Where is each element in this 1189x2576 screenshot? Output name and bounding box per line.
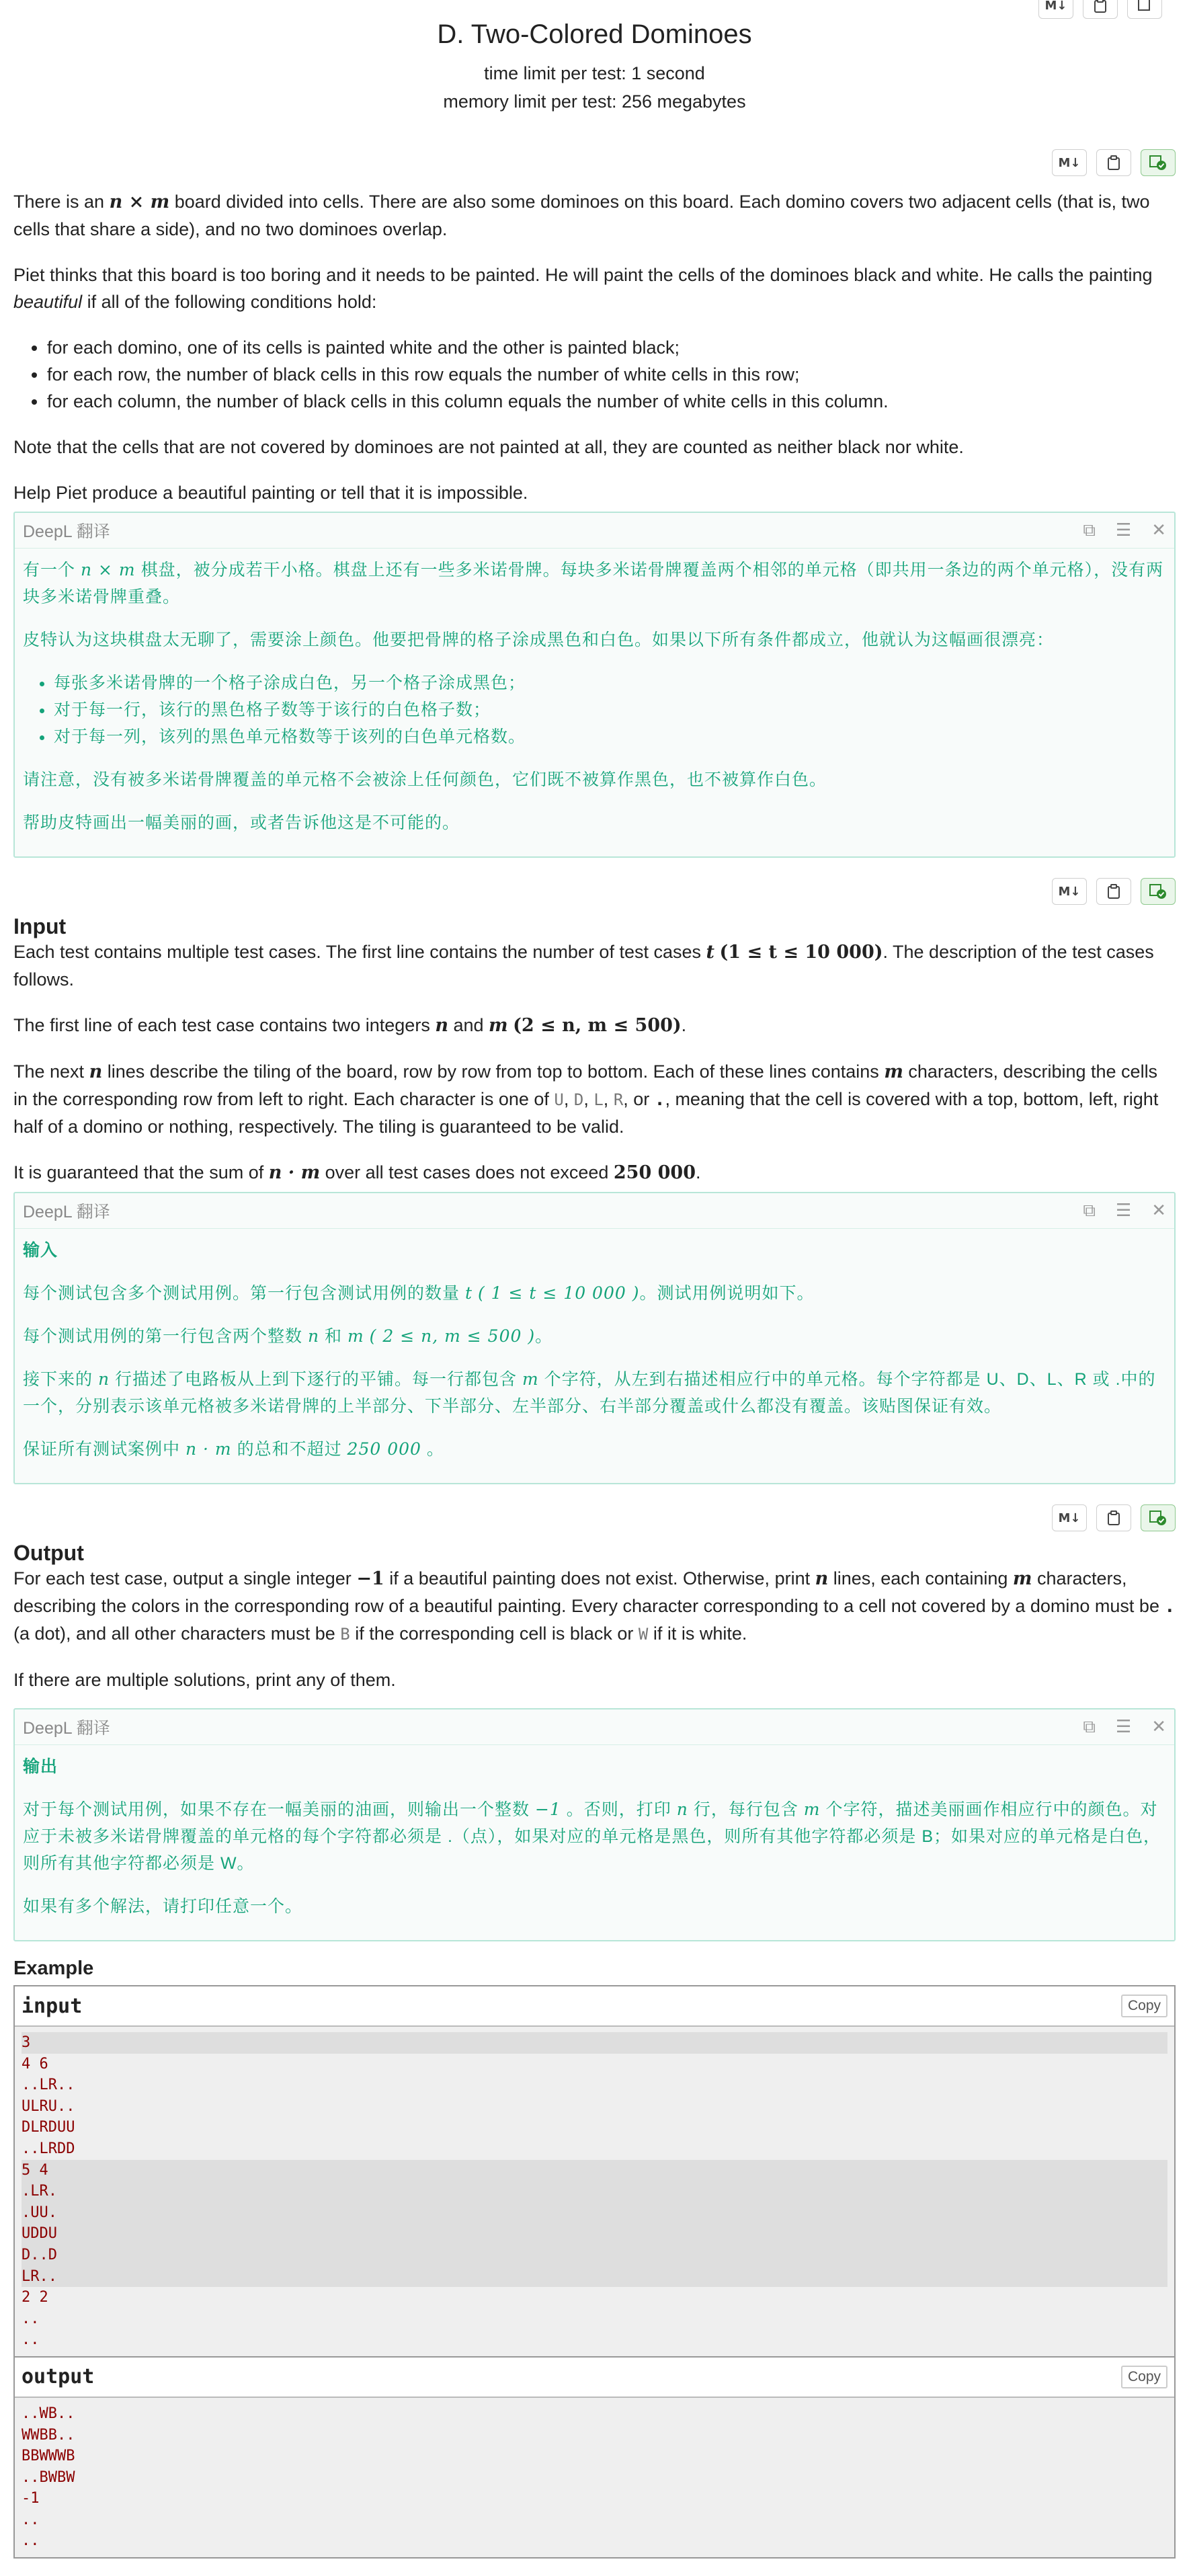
checklist-icon	[1149, 155, 1167, 171]
code-line: 4 6	[22, 2055, 48, 2072]
conditions-list	[13, 334, 1176, 415]
zh-paragraph: 皮特认为这块棋盘太无聊了，需要涂上颜色。他要把骨牌的格子涂成黑色和白色。如果以下所有条件都成立，他就认为这幅画很漂亮：	[23, 631, 1055, 649]
list-item: • for each column, the number of black cells in this column equals the number of white cells in this column.	[47, 388, 1176, 415]
output-toolbar	[13, 1500, 1176, 1535]
output-title: Output	[13, 1541, 84, 1565]
checklist-icon	[1149, 1510, 1167, 1526]
markdown-button[interactable]: M↓	[1038, 0, 1073, 19]
code-line: 2 2	[22, 2289, 48, 2306]
example-box	[13, 1985, 1176, 2559]
memory-limit: memory limit per test: 256 megabytes	[443, 91, 746, 112]
translate-icon	[1137, 0, 1152, 13]
example-output-header	[15, 2358, 1174, 2398]
code-line: BBWWWB	[22, 2448, 75, 2465]
zh-paragraph: 保证所有测试案例中 n · m 的总和不超过 250 000 。	[23, 1439, 444, 1459]
input-paragraph-2: The first line of each test case contains two integers n and m (2 ≤ n, m ≤ 500).	[13, 1015, 687, 1036]
code-line: ..	[22, 2532, 40, 2550]
code-line: WWBB..	[22, 2426, 75, 2444]
zh-conditions-list	[23, 670, 1166, 750]
output-paragraph-1: For each test case, output a single integer −1 if a beautiful painting does not exist. Otherwise, print n lines, each containing m characters, describing the colors in the corresponding row of a beautiful painting. Every character corresponding to a cell not covered by a domino must be . (a dot), and all other characters must be B if the corresponding cell is black or W if it is white.	[13, 1568, 1176, 1644]
input-paragraph-4: It is guaranteed that the sum of n · m over all test cases does not exceed 250 000.	[13, 1162, 701, 1183]
markdown-button[interactable]: M↓	[1052, 1504, 1087, 1531]
code-line: D..D	[22, 2245, 1167, 2266]
code-line: 5 4	[22, 2160, 1167, 2181]
menu-icon[interactable]: ☰	[1115, 1200, 1132, 1220]
statement-paragraph-2: Piet thinks that this board is too boring and it needs to be painted. He will paint the cells of the dominoes black and white. He calls the painting beautiful if all of the following conditions hold:	[13, 265, 1153, 312]
statement-paragraph-1: There is an n × m board divided into cells. There are also some dominoes on this board. Each domino covers two adjacent cells (that is, two cells that share a side), and no two dominoes overlap.	[13, 192, 1150, 239]
list-item: • for each row, the number of black cells in this row equals the number of white cells in this row;	[47, 361, 1176, 388]
time-limit: time limit per test: 1 second	[484, 63, 705, 83]
zh-paragraph: 帮助皮特画出一幅美丽的画，或者告诉他这是不可能的。	[23, 813, 460, 832]
clipboard-button[interactable]	[1096, 878, 1131, 905]
copy-icon[interactable]: ⧉	[1083, 1716, 1096, 1736]
zh-heading: 输出	[23, 1757, 58, 1776]
copy-icon[interactable]: ⧉	[1083, 1200, 1096, 1220]
output-label: output	[22, 2365, 95, 2389]
example-input-header	[15, 1986, 1174, 2027]
list-item: • for each domino, one of its cells is painted white and the other is painted black;	[47, 334, 1176, 361]
code-line: ..LR..	[22, 2077, 75, 2094]
list-item: • 每张多米诺骨牌的一个格子涂成白色，另一个格子涂成黑色；	[54, 670, 1166, 696]
code-line: -1	[22, 2490, 40, 2507]
deepl-title: DeepL 翻译	[23, 1203, 110, 1221]
input-paragraph-3: The next n lines describe the tiling of the board, row by row from top to bottom. Each of these lines contains m characters, describing the cells in the corresponding row from left to right. Each character is one of U, D, L, R, or ., meaning that the cell is covered with a top, bottom, left, right half of a domino or nothing, respectively. The tiling is guaranteed to be valid.	[13, 1061, 1159, 1137]
list-item: • 对于每一行，该行的黑色格子数等于该行的白色格子数；	[54, 696, 1166, 723]
translate-done-button[interactable]	[1141, 878, 1176, 905]
example-input[interactable]	[15, 2027, 1174, 2356]
zh-paragraph: 如果有多个解法，请打印任意一个。	[23, 1897, 303, 1916]
list-item: • 对于每一列，该列的黑色单元格数等于该列的白色单元格数。	[54, 723, 1166, 750]
clipboard-button[interactable]	[1096, 1504, 1131, 1531]
input-label: input	[22, 1994, 83, 2018]
input-section	[13, 914, 1176, 1186]
example-title: Example	[13, 1958, 94, 1979]
code-line: DLRDUU	[22, 2119, 75, 2136]
code-line: ..WB..	[22, 2405, 75, 2422]
deepl-title: DeepL 翻译	[23, 522, 110, 541]
clipboard-button[interactable]	[1096, 149, 1131, 176]
close-icon[interactable]: ✕	[1151, 1716, 1166, 1736]
zh-paragraph: 每个测试用例的第一行包含两个整数 n 和 m ( 2 ≤ n, m ≤ 500 )。	[23, 1326, 553, 1346]
zh-paragraph: 请注意，没有被多米诺骨牌覆盖的单元格不会被涂上任何颜色，它们既不被算作黑色，也不被算作白色。	[23, 770, 827, 789]
statement-paragraph-3: Note that the cells that are not covered by dominoes are not painted at all, they are counted as neither black nor white.	[13, 437, 964, 457]
deepl-title: DeepL 翻译	[23, 1719, 110, 1738]
problem-header	[13, 0, 1176, 116]
copy-output-button[interactable]: Copy	[1121, 2366, 1167, 2388]
code-line: ULRU..	[22, 2097, 75, 2115]
clipboard-icon	[1107, 884, 1120, 899]
menu-icon[interactable]: ☰	[1115, 1716, 1132, 1736]
code-line: ..	[22, 2511, 40, 2528]
code-line: ..	[22, 2310, 40, 2327]
markdown-button[interactable]: M↓	[1052, 878, 1087, 905]
clipboard-button[interactable]	[1083, 0, 1118, 19]
close-icon[interactable]: ✕	[1151, 520, 1166, 540]
menu-icon[interactable]: ☰	[1115, 520, 1132, 540]
close-icon[interactable]: ✕	[1151, 1200, 1166, 1220]
code-line: 3	[22, 2032, 1167, 2054]
deepl-translation-input	[13, 1192, 1176, 1484]
statement-paragraph-4: Help Piet produce a beautiful painting or tell that it is impossible.	[13, 483, 528, 503]
zh-paragraph: 接下来的 n 行描述了电路板从上到下逐行的平铺。每一行都包含 m 个字符，从左到右描述相应行中的单元格。每个字符都是 U、D、L、R 或 .中的一个，分别表示该单元格被多米诺骨牌的上半部分、下半部分、左半部分、右半部分覆盖或什么都没有覆盖。该贴图保证有效。	[23, 1369, 1156, 1416]
clipboard-icon	[1107, 155, 1120, 170]
problem-title: D. Two-Colored Dominoes	[437, 19, 752, 49]
code-line: .LR.	[22, 2181, 1167, 2202]
input-title: Input	[13, 914, 67, 938]
zh-paragraph: 每个测试包含多个测试用例。第一行包含测试用例的数量 t ( 1 ≤ t ≤ 10 000 )。测试用例说明如下。	[23, 1283, 815, 1303]
code-line: ..LRDD	[22, 2140, 75, 2157]
code-line: UDDU	[22, 2223, 1167, 2245]
translate-done-button[interactable]	[1141, 149, 1176, 176]
zh-paragraph: 有一个 n × m 棋盘，被分成若干小格。棋盘上还有一些多米诺骨牌。每块多米诺骨牌覆盖两个相邻的单元格（即共用一条边的两个单元格），没有两块多米诺骨牌重叠。	[23, 560, 1164, 606]
clipboard-icon	[1094, 0, 1107, 13]
example-output[interactable]	[15, 2398, 1174, 2557]
problem-statement	[13, 188, 1176, 506]
deepl-translation-statement	[13, 512, 1176, 858]
top-toolbar	[1038, 0, 1162, 19]
code-line: .UU.	[22, 2202, 1167, 2224]
markdown-button[interactable]: M↓	[1052, 149, 1087, 176]
deepl-translation-output	[13, 1708, 1176, 1941]
zh-heading: 输入	[23, 1241, 58, 1260]
input-paragraph-1: Each test contains multiple test cases. The first line contains the number of test cases t (1 ≤ t ≤ 10 000). The description of the test cases follows.	[13, 942, 1154, 990]
output-paragraph-2: If there are multiple solutions, print any of them.	[13, 1670, 396, 1690]
checklist-icon	[1149, 883, 1167, 899]
code-line: ..	[22, 2331, 40, 2349]
copy-icon[interactable]: ⧉	[1083, 520, 1096, 540]
input-toolbar	[13, 874, 1176, 909]
translate-button[interactable]	[1127, 0, 1162, 19]
zh-paragraph: 对于每个测试用例，如果不存在一幅美丽的油画，则输出一个整数 −1 。否则，打印 n 行，每行包含 m 个字符，描述美丽画作相应行中的颜色。对应于未被多米诺骨牌覆盖的单元格的每个字符都必须是 .（点），如果对应的单元格是黑色，则所有其他字符都必须是 B；如果对应的单元格是白色，则所有其他字符都必须是 W。	[23, 1800, 1161, 1873]
copy-input-button[interactable]: Copy	[1121, 1995, 1167, 2017]
statement-toolbar	[13, 145, 1176, 180]
clipboard-icon	[1107, 1511, 1120, 1525]
code-line: ..BWBW	[22, 2468, 75, 2486]
code-line: LR..	[22, 2266, 1167, 2288]
output-section	[13, 1541, 1176, 1693]
translate-done-button[interactable]	[1141, 1504, 1176, 1531]
